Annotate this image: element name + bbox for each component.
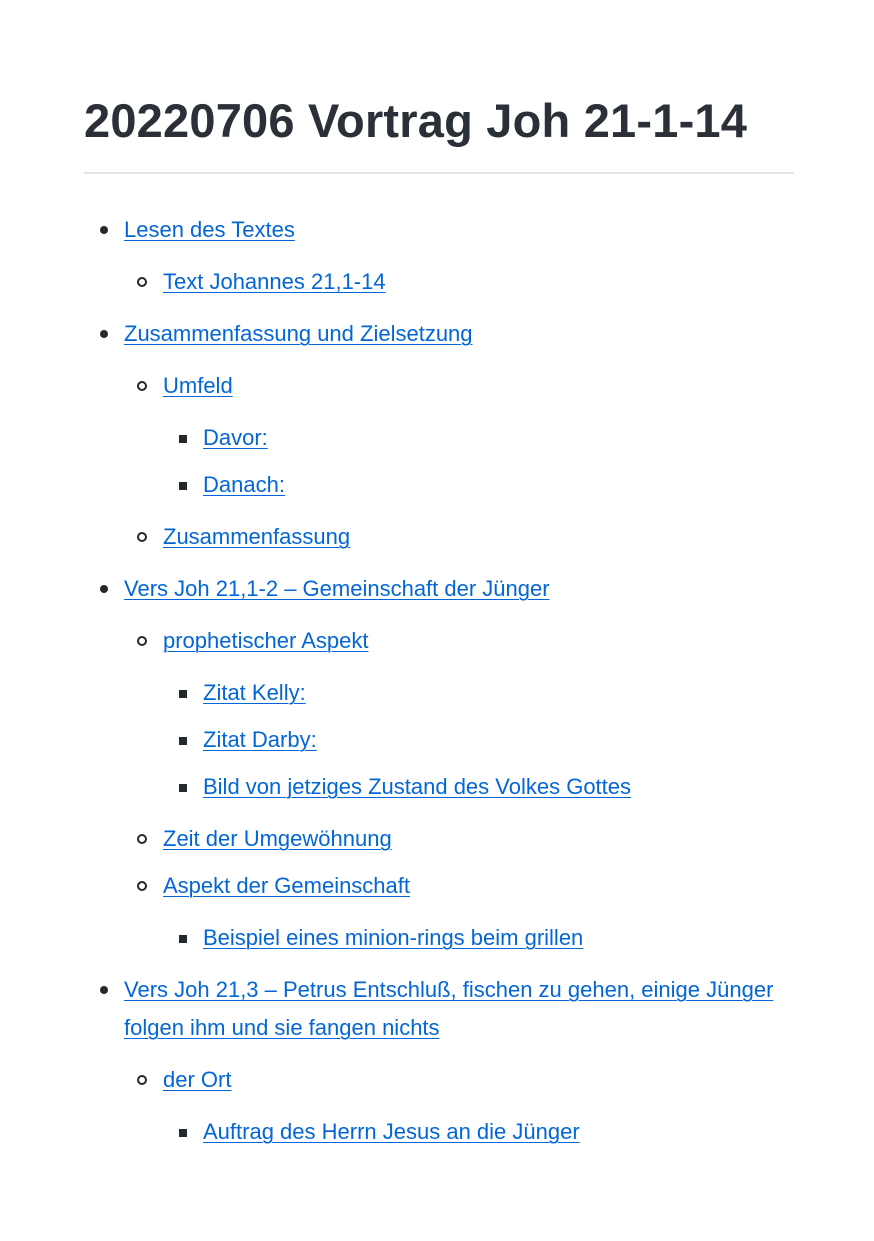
table-of-contents	[84, 211, 794, 1151]
square-bullet-icon	[179, 1129, 187, 1137]
toc-link[interactable]: Zusammenfassung und Zielsetzung	[124, 321, 473, 346]
disc-bullet-icon	[100, 585, 108, 593]
toc-item-text-johannes	[84, 263, 794, 301]
toc-item-prophetischer-aspekt	[84, 622, 794, 660]
toc-link[interactable]: prophetischer Aspekt	[163, 628, 369, 653]
toc-link[interactable]: Zeit der Umgewöhnung	[163, 826, 392, 851]
square-bullet-icon	[179, 784, 187, 792]
toc-link[interactable]: Beispiel eines minion-rings beim grillen	[203, 925, 584, 950]
square-bullet-icon	[179, 737, 187, 745]
square-bullet-icon	[179, 690, 187, 698]
circle-bullet-icon	[137, 881, 147, 891]
title-divider	[84, 172, 794, 174]
toc-link[interactable]: Zitat Kelly:	[203, 680, 306, 705]
toc-link[interactable]: Umfeld	[163, 373, 233, 398]
toc-link[interactable]: der Ort	[163, 1067, 232, 1092]
circle-bullet-icon	[137, 834, 147, 844]
toc-item-vers-21-3	[84, 971, 794, 1047]
toc-link[interactable]: Zitat Darby:	[203, 727, 317, 752]
disc-bullet-icon	[100, 226, 108, 234]
toc-link[interactable]: Davor:	[203, 425, 268, 450]
toc-link[interactable]: Lesen des Textes	[124, 217, 295, 242]
toc-item-davor	[84, 419, 794, 457]
toc-item-zusammenfassung-und-zielsetzung	[84, 315, 794, 353]
toc-item-danach	[84, 466, 794, 504]
toc-link[interactable]: Zusammenfassung	[163, 524, 351, 549]
toc-item-zeit-der-umgewoehnung	[84, 820, 794, 858]
toc-item-auftrag-des-herrn	[84, 1113, 794, 1151]
page-title: 20220706 Vortrag Joh 21-1-14	[84, 94, 748, 147]
toc-link[interactable]: Text Johannes 21,1-14	[163, 269, 386, 294]
toc-item-vers-21-1-2	[84, 570, 794, 608]
toc-link[interactable]: Aspekt der Gemeinschaft	[163, 873, 411, 898]
toc-link[interactable]: Vers Joh 21,3 – Petrus Entschluß, fischen zu gehen, einige Jünger folgen ihm und sie fangen nichts	[124, 977, 774, 1040]
disc-bullet-icon	[100, 330, 108, 338]
toc-item-zusammenfassung	[84, 518, 794, 556]
toc-item-zitat-kelly	[84, 674, 794, 712]
toc-item-beispiel-minion-rings	[84, 919, 794, 957]
toc-item-aspekt-der-gemeinschaft	[84, 867, 794, 905]
toc-link[interactable]: Auftrag des Herrn Jesus an die Jünger	[203, 1119, 580, 1144]
toc-item-bild-volk-gottes	[84, 768, 794, 806]
square-bullet-icon	[179, 482, 187, 490]
toc-item-zitat-darby	[84, 721, 794, 759]
disc-bullet-icon	[100, 986, 108, 994]
circle-bullet-icon	[137, 532, 147, 542]
toc-item-der-ort	[84, 1061, 794, 1099]
circle-bullet-icon	[137, 1075, 147, 1085]
toc-item-lesen-des-textes	[84, 211, 794, 249]
toc-link[interactable]: Danach:	[203, 472, 285, 497]
square-bullet-icon	[179, 935, 187, 943]
square-bullet-icon	[179, 435, 187, 443]
toc-link[interactable]: Vers Joh 21,1-2 – Gemeinschaft der Jünger	[124, 576, 550, 601]
circle-bullet-icon	[137, 636, 147, 646]
circle-bullet-icon	[137, 381, 147, 391]
circle-bullet-icon	[137, 277, 147, 287]
toc-link[interactable]: Bild von jetziges Zustand des Volkes Gottes	[203, 774, 632, 799]
toc-item-umfeld	[84, 367, 794, 405]
